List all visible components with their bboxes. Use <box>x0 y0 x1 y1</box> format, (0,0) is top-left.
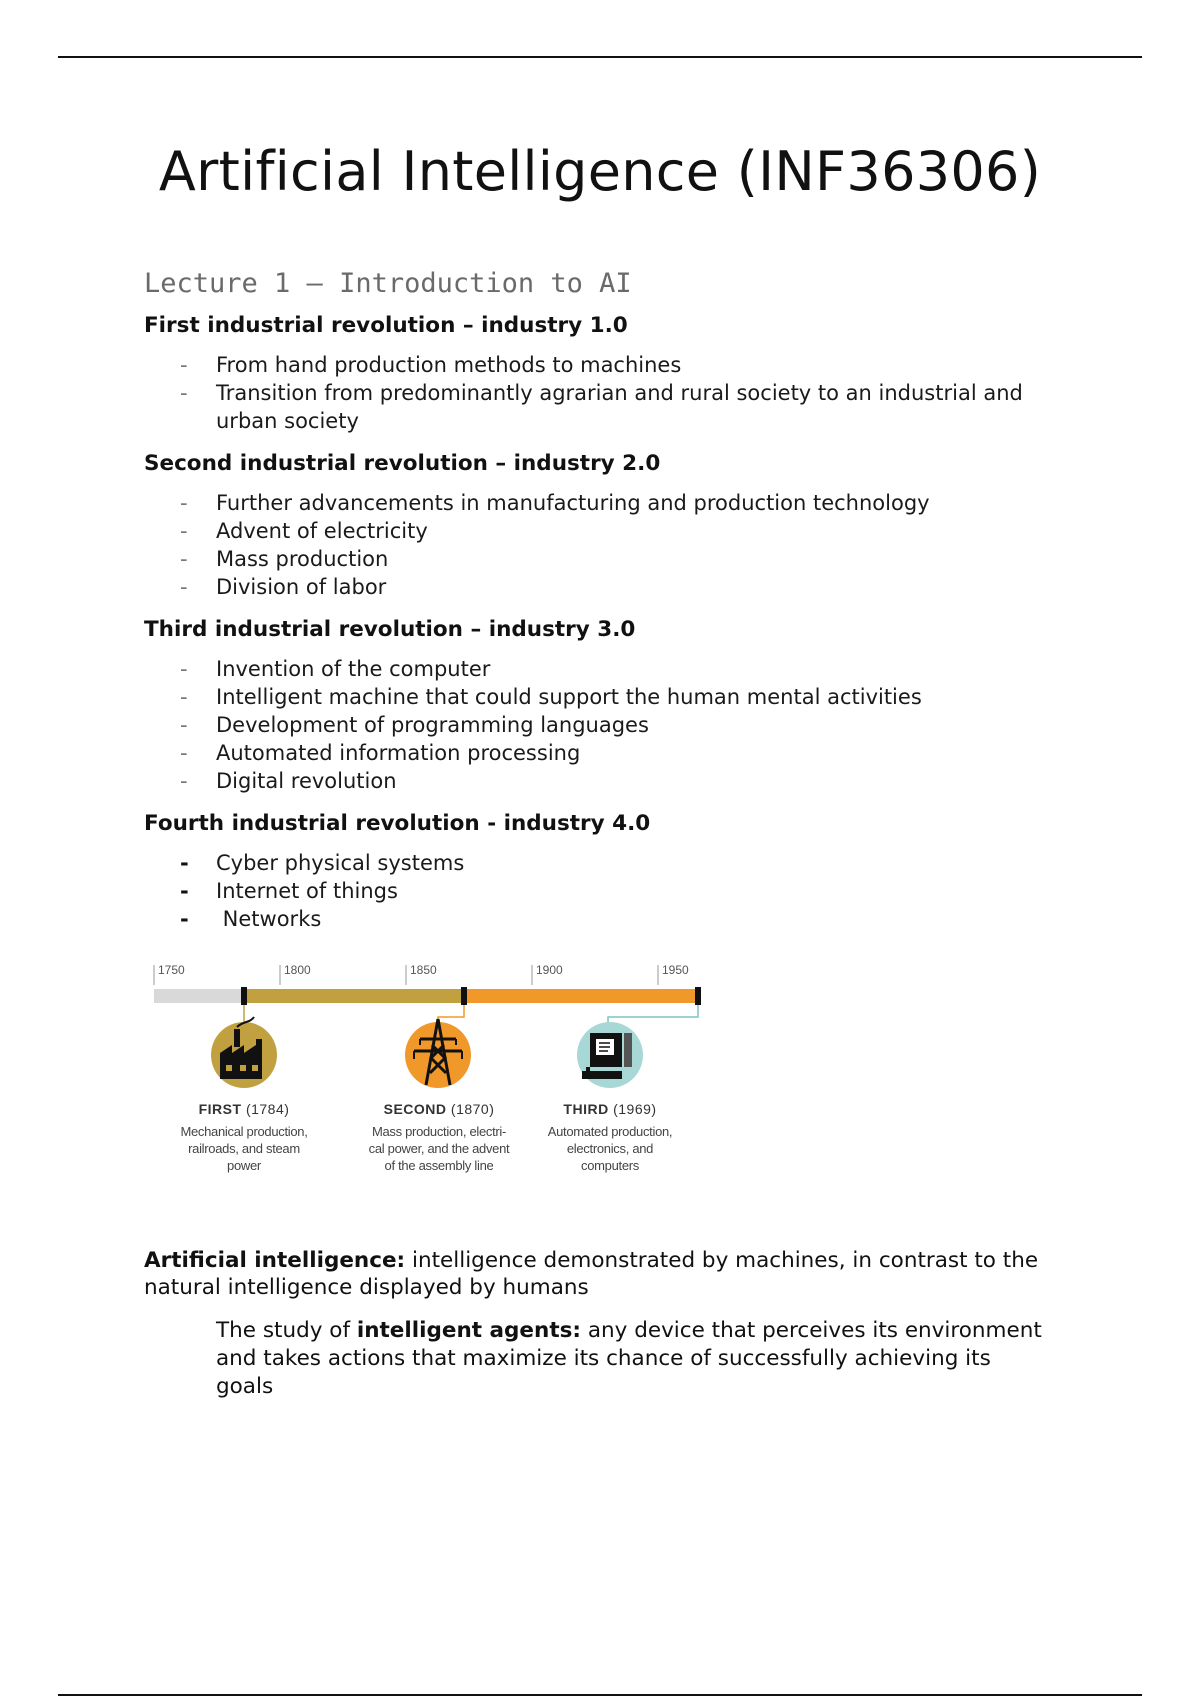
list-item: - Networks <box>180 907 322 931</box>
document-title: Artificial Intelligence (INF36306) <box>158 140 1042 203</box>
revolution-desc-line: power <box>227 1158 261 1173</box>
timeline-marker-first <box>241 987 247 1005</box>
computer-icon <box>577 1022 643 1088</box>
list-item: - Automated information processing <box>180 741 581 765</box>
list-item: - Invention of the computer <box>180 657 491 681</box>
revolution-desc-line: Mass production, electri- <box>371 1124 507 1139</box>
bullet-list <box>144 849 1044 933</box>
bullet-dash: - <box>180 879 189 903</box>
sub-definition-text: any device that perceives its environment and takes actions that maximize its chance of successfully achieving its goals <box>216 1318 1042 1399</box>
bullet-dash: - <box>180 769 188 793</box>
bullet-list <box>144 489 1044 601</box>
definition-text: intelligence demonstrated by machines, in contrast to the natural intelligence displayed by humans <box>144 1248 1039 1300</box>
factory-icon <box>211 1017 277 1088</box>
ai-definition <box>144 1247 1044 1301</box>
list-item: - Internet of things <box>180 879 398 903</box>
year-label: 1800 <box>284 963 311 977</box>
revolution-first-caption <box>154 1101 334 1174</box>
revolution-year: (1969) <box>613 1101 657 1117</box>
revolution-desc-line: of the assembly line <box>384 1158 494 1173</box>
list-item: - Cyber physical systems <box>180 851 465 875</box>
definition-term: Artificial intelligence: <box>144 1248 406 1273</box>
section-heading: First industrial revolution – industry 1.0 <box>144 313 628 338</box>
list-item: - Further advancements in manufacturing and production technology <box>180 491 930 515</box>
bullet-dash: - <box>180 741 188 765</box>
revolution-third-caption <box>520 1101 700 1174</box>
list-item: - Mass production <box>180 547 389 571</box>
revolution-desc-line: Automated production, <box>547 1124 673 1139</box>
page-content <box>144 268 1044 1401</box>
timeline-segment-pre <box>154 989 244 1003</box>
year-ticks <box>154 965 658 985</box>
revolution-year: (1784) <box>245 1101 290 1117</box>
revolution-name: SECOND <box>383 1101 447 1117</box>
list-item: - Transition from predominantly agrarian and rural society to an industrial and urban society <box>180 381 1023 433</box>
revolution-desc-line: electronics, and <box>566 1141 654 1156</box>
list-item: - Digital revolution <box>180 769 397 793</box>
bullet-dash: - <box>180 519 188 543</box>
sub-definition-term: intelligent agents: <box>356 1318 581 1343</box>
bullet-dash: - <box>180 851 189 875</box>
bullet-dash: - <box>180 353 188 377</box>
bullet-list <box>144 351 1044 435</box>
bullet-dash: - <box>180 381 188 405</box>
connector-third <box>608 1005 698 1027</box>
bottom-rule <box>58 1694 1142 1696</box>
list-item: - Intelligent machine that could support the human mental activities <box>180 685 922 709</box>
bullet-dash: - <box>180 491 188 515</box>
year-label: 1950 <box>662 963 689 977</box>
revolution-desc-line: cal power, and the advent <box>368 1141 510 1156</box>
timeline-marker-second <box>461 987 467 1005</box>
section-heading: Second industrial revolution – industry 2.0 <box>144 451 661 476</box>
list-item: - Division of labor <box>180 575 387 599</box>
bullet-dash: - <box>180 547 188 571</box>
revolution-name: THIRD <box>563 1101 609 1117</box>
year-label: 1850 <box>410 963 437 977</box>
industrial-revolution-timeline <box>148 961 718 1211</box>
lecture-heading: Lecture 1 – Introduction to AI <box>144 268 632 299</box>
bullet-dash: - <box>180 575 188 599</box>
year-label: 1750 <box>158 963 185 977</box>
intelligent-agents-definition <box>216 1317 1044 1401</box>
list-item: - Advent of electricity <box>180 519 428 543</box>
timeline-marker-third <box>695 987 701 1005</box>
revolution-desc-line: railroads, and steam <box>188 1141 300 1156</box>
revolution-year: (1870) <box>450 1101 495 1117</box>
timeline-segment-second <box>464 989 698 1003</box>
power-pylon-icon <box>405 1019 471 1088</box>
bullet-list <box>144 655 1044 795</box>
bullet-dash: - <box>180 907 189 931</box>
bullet-dash: - <box>180 685 188 709</box>
sub-definition-prefix: The study of <box>216 1318 357 1343</box>
revolution-second-caption <box>344 1101 534 1174</box>
timeline-segment-first <box>244 989 464 1003</box>
revolution-name: FIRST <box>198 1101 242 1117</box>
list-item: - Development of programming languages <box>180 713 649 737</box>
revolution-desc-line: Mechanical production, <box>180 1124 308 1139</box>
section-heading: Third industrial revolution – industry 3.0 <box>144 617 636 642</box>
bullet-dash: - <box>180 657 188 681</box>
bullet-dash: - <box>180 713 188 737</box>
section-heading: Fourth industrial revolution - industry 4.0 <box>144 811 651 836</box>
revolution-desc-line: computers <box>581 1158 639 1173</box>
top-rule <box>58 56 1142 58</box>
list-item: - From hand production methods to machines <box>180 353 682 377</box>
year-label: 1900 <box>536 963 563 977</box>
